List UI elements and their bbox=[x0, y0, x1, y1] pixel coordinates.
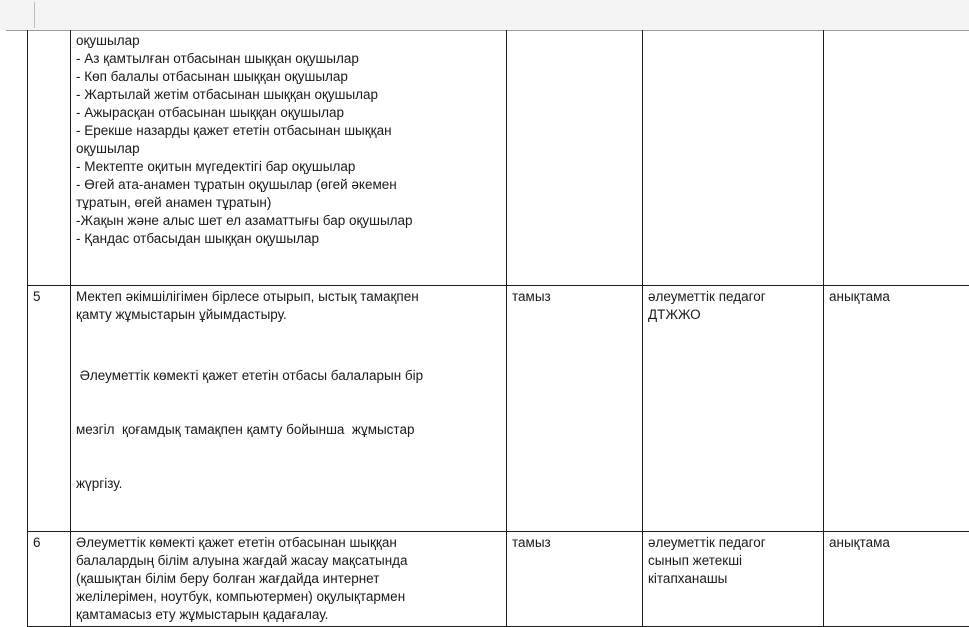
list-item: - Өгей ата-анамен тұратын оқушылар (өгей әкемен bbox=[76, 176, 501, 194]
table-row bbox=[28, 285, 969, 531]
row-number-cell[interactable] bbox=[28, 30, 71, 285]
document-top-margin bbox=[0, 0, 969, 30]
list-item: - Қандас отбасыдан шыққан оқушылар bbox=[76, 230, 501, 248]
responsible-person: сынып жетекші bbox=[648, 552, 818, 570]
deadline-cell[interactable]: тамыз bbox=[507, 531, 643, 626]
activity-paragraph bbox=[76, 288, 501, 324]
activity-cell[interactable] bbox=[71, 30, 507, 285]
activity-line: қамту жұмыстарын ұйымдастыру. bbox=[76, 306, 501, 324]
activity-line: (қашықтан білім беру болған жағдайда интернет bbox=[76, 570, 501, 588]
activity-line: қамтамасыз ету жұмыстарын қадағалау. bbox=[76, 606, 501, 624]
responsible-person: әлеуметтік педагог bbox=[648, 534, 818, 552]
responsible-person: кітапханашы bbox=[648, 570, 818, 588]
activity-cell[interactable] bbox=[71, 285, 507, 531]
activity-cell[interactable] bbox=[71, 531, 507, 626]
activity-line: балалардың білім алуына жағдай жасау мақсатында bbox=[76, 552, 501, 570]
report-cell[interactable]: анықтама bbox=[824, 531, 969, 626]
responsible-cell[interactable] bbox=[643, 285, 824, 531]
table-row bbox=[28, 531, 969, 626]
list-item: - Жартылай жетім отбасынан шыққан оқушылар bbox=[76, 86, 501, 104]
activity-paragraph bbox=[76, 331, 501, 529]
plan-table bbox=[27, 30, 969, 627]
responsible-person: ДТЖЖО bbox=[648, 306, 818, 324]
text-cursor-marker bbox=[34, 2, 35, 28]
list-item: - Мектепте оқитын мүгедектігі бар оқушылар bbox=[76, 158, 501, 176]
responsible-cell[interactable] bbox=[643, 30, 824, 285]
report-cell[interactable] bbox=[824, 30, 969, 285]
responsible-person: әлеуметтік педагог bbox=[648, 288, 818, 306]
list-item: - Аз қамтылған отбасынан шыққан оқушылар bbox=[76, 50, 501, 68]
activity-line: жүргізу. bbox=[76, 475, 501, 493]
activity-line: желілерімен, ноутбук, компьютермен) оқулықтармен bbox=[76, 588, 501, 606]
deadline-cell[interactable]: тамыз bbox=[507, 285, 643, 531]
list-item: оқушылар bbox=[76, 32, 501, 50]
list-item: - Ерекше назарды қажет ететін отбасынан шыққан bbox=[76, 122, 501, 140]
responsible-cell[interactable] bbox=[643, 531, 824, 626]
row-number-cell[interactable]: 6 bbox=[28, 531, 71, 626]
activity-line: Әлеуметтік көмекті қажет ететін отбасынан шыққан bbox=[76, 534, 501, 552]
row-number-cell[interactable]: 5 bbox=[28, 285, 71, 531]
deadline-cell[interactable] bbox=[507, 30, 643, 285]
list-item: - Ажырасқан отбасынан шыққан оқушылар bbox=[76, 104, 501, 122]
list-item: -Жақын және алыс шет ел азаматтығы бар оқушылар bbox=[76, 212, 501, 230]
list-item: тұратын, өгей анамен тұратын) bbox=[76, 194, 501, 212]
activity-line: Әлеуметтік көмекті қажет ететін отбасы балаларын бір bbox=[76, 367, 501, 385]
activity-line: Мектеп әкімшілігімен бірлесе отырып, ыстық тамақпен bbox=[76, 288, 501, 306]
table-row bbox=[28, 30, 969, 285]
activity-line: мезгіл қоғамдық тамақпен қамту бойынша жұмыстар bbox=[76, 421, 501, 439]
list-item: - Көп балалы отбасынан шыққан оқушылар bbox=[76, 68, 501, 86]
report-cell[interactable]: анықтама bbox=[824, 285, 969, 531]
list-item: оқушылар bbox=[76, 140, 501, 158]
